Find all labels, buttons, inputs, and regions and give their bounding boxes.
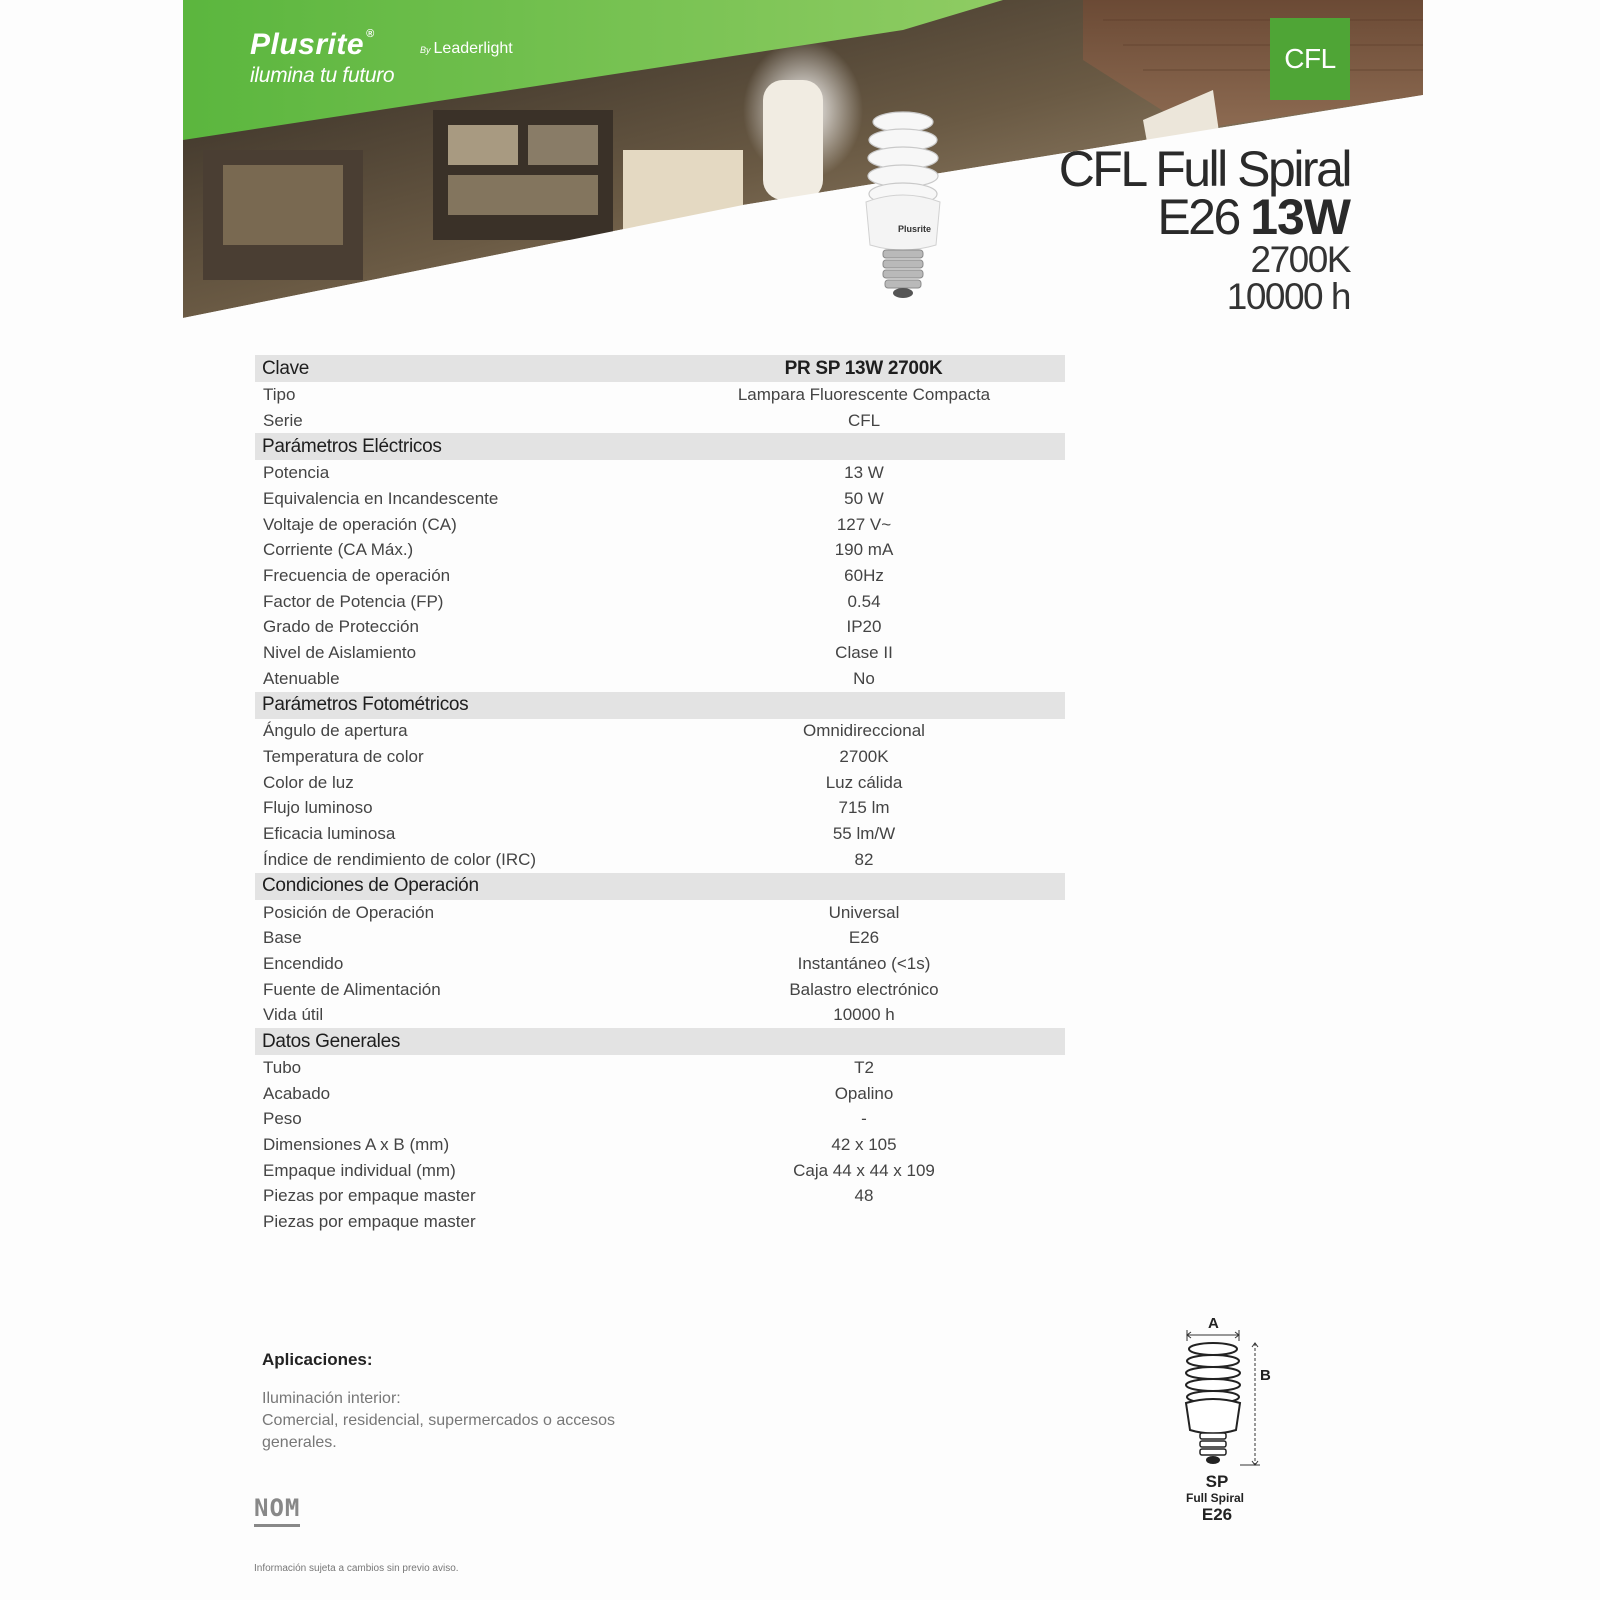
- title-color-temp: 2700K: [1250, 239, 1350, 280]
- diagram-code: SP: [1205, 1472, 1229, 1491]
- spec-row: [255, 1081, 1065, 1107]
- spec-value: 48: [854, 1186, 874, 1206]
- spec-label: Condiciones de Operación: [262, 875, 479, 897]
- spec-label: Voltaje de operación (CA): [263, 514, 457, 534]
- spec-row: [255, 486, 1065, 512]
- brand-slogan: ilumina tu futuro: [250, 64, 395, 87]
- spec-value: No: [853, 668, 875, 688]
- spec-label: Posición de Operación: [263, 902, 435, 922]
- brand-logo: [250, 28, 394, 88]
- spec-row: [255, 900, 1065, 926]
- spec-row: [255, 1002, 1065, 1028]
- spec-label: Frecuencia de operación: [263, 565, 451, 585]
- spec-label: Tubo: [263, 1057, 302, 1077]
- spec-value: Omnidireccional: [803, 721, 925, 741]
- spec-row: [255, 977, 1065, 1003]
- spec-row: [255, 615, 1065, 641]
- spec-value: 13 W: [844, 463, 884, 483]
- spec-row: [255, 640, 1065, 666]
- spec-value: 60Hz: [844, 565, 884, 585]
- spec-label: Dimensiones A x B (mm): [263, 1135, 450, 1155]
- spec-label: Atenuable: [263, 668, 340, 688]
- spec-row: [255, 382, 1065, 408]
- spec-row: [255, 408, 1065, 434]
- spec-label: Piezas por empaque master: [263, 1212, 476, 1232]
- diagram-base: E26: [1201, 1505, 1233, 1524]
- section-header-row: [255, 692, 1065, 719]
- spec-label: Peso: [263, 1109, 302, 1129]
- spec-value: 55 lm/W: [832, 824, 896, 844]
- spec-row: [255, 589, 1065, 615]
- registered-mark: ®: [366, 28, 375, 40]
- spec-row: [255, 796, 1065, 822]
- spec-row: [255, 744, 1065, 770]
- spec-label: Color de luz: [263, 772, 354, 792]
- spec-value: 10000 h: [833, 1005, 895, 1025]
- spec-row: [255, 563, 1065, 589]
- bulb-brand-label: Plusrite: [898, 224, 932, 234]
- spec-value: E26: [848, 928, 880, 948]
- spec-value: 42 x 105: [831, 1135, 897, 1155]
- spec-row: [255, 1158, 1065, 1184]
- applications-line-2: Comercial, residencial, supermercados o accesos generales.: [262, 1412, 616, 1451]
- spec-row: [255, 1209, 1065, 1235]
- title-lifetime: 10000 h: [1226, 276, 1350, 317]
- section-header-row: [255, 873, 1065, 900]
- spec-table: [255, 355, 1065, 1235]
- spec-value: Balastro electrónico: [789, 979, 939, 999]
- nom-logo: NOM: [254, 1492, 300, 1527]
- applications-section: [262, 1350, 682, 1454]
- spec-label: Piezas por empaque master: [263, 1186, 476, 1206]
- spec-row: [255, 1107, 1065, 1133]
- spec-label: Serie: [263, 410, 303, 430]
- spec-label: Eficacia luminosa: [263, 824, 396, 844]
- spec-row: [255, 719, 1065, 745]
- spec-value: Luz cálida: [825, 772, 903, 792]
- spec-label: Base: [263, 928, 302, 948]
- dimension-diagram: [1160, 1315, 1271, 1524]
- spec-value: Caja 44 x 44 x 109: [793, 1160, 935, 1180]
- spec-value: Clase II: [835, 643, 893, 663]
- section-header-row: [255, 433, 1065, 460]
- brand-name: Plusrite: [250, 28, 365, 61]
- spec-label: Vida útil: [263, 1005, 324, 1025]
- spec-label: Índice de rendimiento de color (IRC): [263, 849, 537, 869]
- leaderlight-name: Leaderlight: [433, 40, 513, 57]
- spec-label: Corriente (CA Máx.): [263, 540, 414, 560]
- spiral-bulb-diagram: [1160, 1325, 1270, 1470]
- spec-label: Temperatura de color: [263, 747, 424, 767]
- disclaimer-footnote: Información sujeta a cambios sin previo aviso.: [254, 1563, 459, 1574]
- spec-value: IP20: [846, 617, 882, 637]
- spec-row: [255, 770, 1065, 796]
- spec-row: [255, 537, 1065, 563]
- section-header-row: [255, 355, 1065, 382]
- spec-label: Fuente de Alimentación: [263, 979, 441, 999]
- spec-value: 82: [854, 849, 874, 869]
- spec-label: Grado de Protección: [263, 617, 419, 637]
- spec-row: [255, 1132, 1065, 1158]
- spec-value: Universal: [828, 902, 900, 922]
- spec-label: Potencia: [263, 463, 330, 483]
- dimension-label-a: A: [1208, 1315, 1219, 1332]
- spec-row: [255, 666, 1065, 692]
- spec-value: Lampara Fluorescente Compacta: [737, 384, 991, 404]
- spec-label: Datos Generales: [262, 1030, 401, 1052]
- cfl-bulb-image: [848, 110, 958, 300]
- applications-line-1: Iluminación interior:: [262, 1390, 401, 1407]
- by-prefix: By: [420, 45, 431, 55]
- spec-value: 50 W: [844, 488, 884, 508]
- spec-value: 715 lm: [838, 798, 890, 818]
- applications-title: Aplicaciones:: [262, 1350, 373, 1369]
- spec-label: Tipo: [263, 384, 296, 404]
- product-title: [1058, 141, 1350, 317]
- spec-row: [255, 1184, 1065, 1210]
- diagram-name: Full Spiral: [1185, 1491, 1244, 1505]
- cfl-badge: CFL: [1270, 18, 1350, 100]
- spec-row: [255, 925, 1065, 951]
- spec-label: Clave: [262, 357, 310, 379]
- spec-label: Flujo luminoso: [263, 798, 373, 818]
- spec-value: 2700K: [839, 747, 889, 767]
- spec-label: Ángulo de apertura: [263, 721, 408, 741]
- spec-label: Nivel de Aislamiento: [263, 643, 417, 663]
- spec-label: Encendido: [263, 953, 344, 973]
- by-leaderlight: [420, 40, 513, 58]
- spec-label: Factor de Potencia (FP): [263, 591, 444, 611]
- spec-value: -: [861, 1109, 867, 1129]
- spec-label: Equivalencia en Incandescente: [263, 488, 499, 508]
- spec-row: [255, 951, 1065, 977]
- spec-row: [255, 512, 1065, 538]
- dimension-label-b: B: [1260, 1367, 1271, 1384]
- spec-value: CFL: [847, 410, 881, 430]
- spec-row: [255, 1055, 1065, 1081]
- title-base: E26: [1157, 189, 1239, 245]
- spec-value: 190 mA: [834, 540, 894, 560]
- spec-value: Opalino: [834, 1083, 894, 1103]
- spec-value: T2: [854, 1057, 874, 1077]
- spec-row: [255, 847, 1065, 873]
- spec-label: Acabado: [263, 1083, 331, 1103]
- spec-value: 127 V~: [836, 514, 892, 534]
- spec-row: [255, 460, 1065, 486]
- spec-label: Parámetros Fotométricos: [262, 694, 469, 716]
- title-line-2: [1059, 189, 1350, 245]
- spec-label: Parámetros Eléctricos: [262, 435, 442, 457]
- title-line-1: CFL Full Spiral: [1058, 141, 1350, 197]
- spec-value: PR SP 13W 2700K: [784, 357, 943, 379]
- spec-row: [255, 821, 1065, 847]
- title-wattage: 13W: [1250, 189, 1350, 245]
- spec-value: Instantáneo (<1s): [797, 953, 931, 973]
- section-header-row: [255, 1028, 1065, 1055]
- spec-label: Empaque individual (mm): [263, 1160, 456, 1180]
- spec-value: 0.54: [847, 591, 881, 611]
